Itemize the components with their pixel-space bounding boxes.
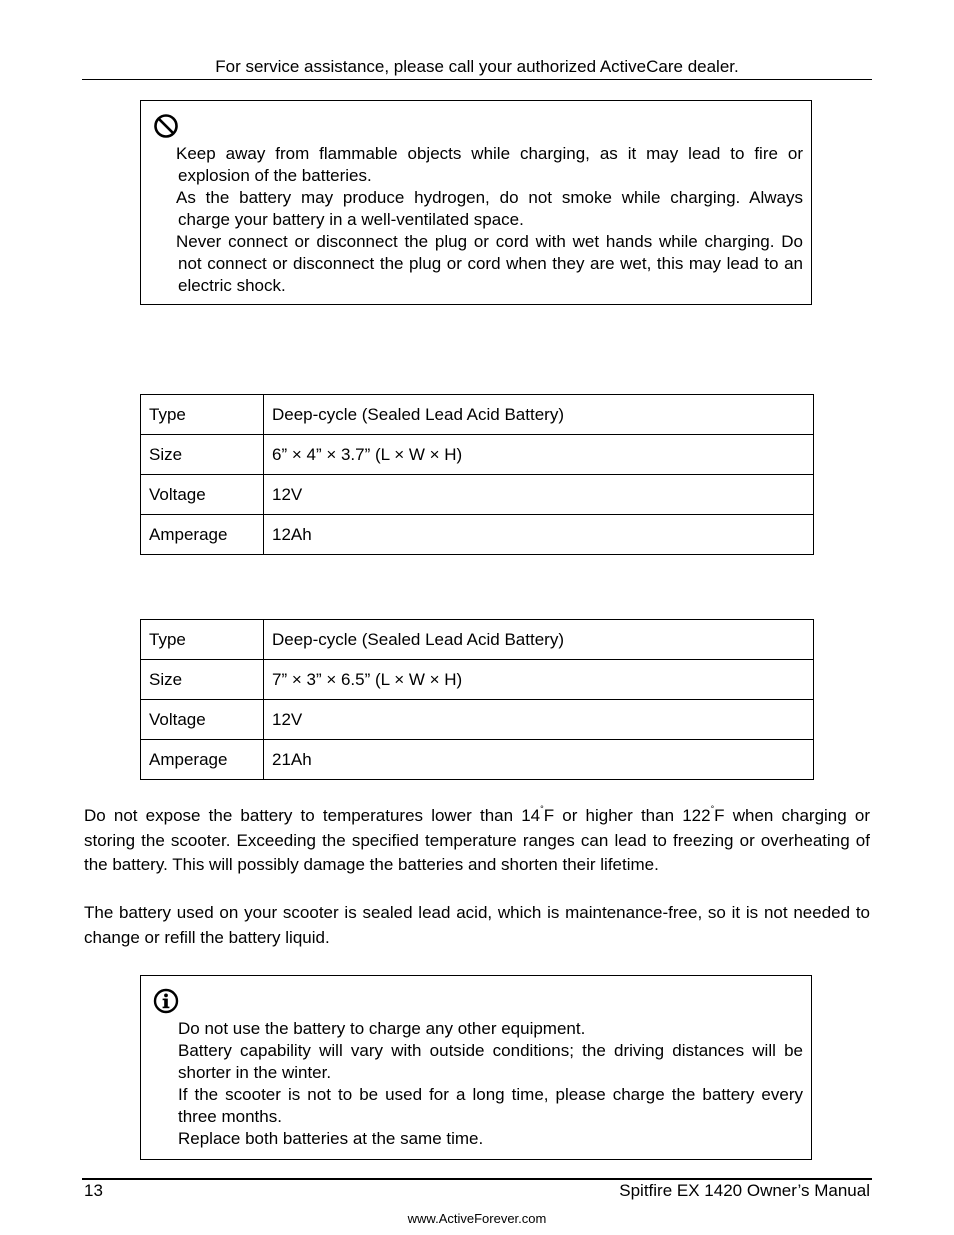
spec-label: Voltage — [141, 475, 264, 515]
spec-value: 6” × 4” × 3.7” (L × W × H) — [264, 435, 814, 475]
table-row — [141, 740, 814, 780]
spec-value: Deep-cycle (Sealed Lead Acid Battery) — [264, 620, 814, 660]
page-number: 13 — [84, 1181, 103, 1200]
spec-value: 12V — [264, 700, 814, 740]
warning-list — [177, 143, 803, 297]
prohibition-icon — [153, 113, 179, 139]
info-item: Battery capability will vary with outside conditions; the driving distances will be shorter in the winter. — [178, 1041, 803, 1082]
running-header: For service assistance, please call your authorized ActiveCare dealer. — [215, 57, 739, 76]
spec-value: 21Ah — [264, 740, 814, 780]
spec-value: Deep-cycle (Sealed Lead Acid Battery) — [264, 395, 814, 435]
spec-value: 12V — [264, 475, 814, 515]
maintenance-paragraph: The battery used on your scooter is sealed lead acid, which is maintenance-free, so it is not needed to change or refill the battery liquid. — [84, 903, 870, 947]
table-row — [141, 660, 814, 700]
warning-box — [140, 100, 812, 305]
temperature-text-3: F when charging or storing the scooter. Exceeding the specified temperature ranges can lead to freezing or overheating of the battery. This will possibly damage the batteries and shorten their lifetime. — [84, 806, 870, 874]
degree-symbol: ° — [540, 804, 544, 814]
info-list — [177, 1018, 803, 1150]
warning-item: As the battery may produce hydrogen, do not smoke while charging. Always charge your battery in a well-ventilated space. — [176, 188, 803, 229]
spec-label: Voltage — [141, 700, 264, 740]
manual-title: Spitfire EX 1420 Owner’s Manual — [619, 1181, 870, 1200]
table-row — [141, 475, 814, 515]
warning-item: Never connect or disconnect the plug or cord with wet hands while charging. Do not connect or disconnect the plug or cord when they are wet, this may lead to an electric shock. — [176, 232, 803, 295]
table-row — [141, 395, 814, 435]
info-icon — [153, 988, 179, 1014]
spec-value: 7” × 3” × 6.5” (L × W × H) — [264, 660, 814, 700]
spec-value: 12Ah — [264, 515, 814, 555]
footer-rule — [82, 1178, 872, 1180]
website-url: www.ActiveForever.com — [407, 1211, 547, 1226]
temperature-text-1: Do not expose the battery to temperatures lower than 14 — [84, 806, 541, 825]
spec-label: Amperage — [141, 515, 264, 555]
info-box — [140, 975, 812, 1160]
info-item: Do not use the battery to charge any other equipment. — [178, 1019, 586, 1038]
spec-label: Type — [141, 395, 264, 435]
temperature-text-2: F or higher than 122 — [543, 806, 711, 825]
table-row — [141, 620, 814, 660]
spec-label: Type — [141, 620, 264, 660]
spec-label: Amperage — [141, 740, 264, 780]
table-row — [141, 700, 814, 740]
info-item: Replace both batteries at the same time. — [178, 1129, 484, 1148]
degree-symbol: ° — [710, 804, 715, 814]
info-item: If the scooter is not to be used for a long time, please charge the battery every three months. — [178, 1085, 803, 1126]
table-row — [141, 515, 814, 555]
table-row — [141, 435, 814, 475]
spec-label: Size — [141, 660, 264, 700]
battery-spec-table-21ah — [140, 619, 814, 780]
temperature-paragraph — [84, 804, 870, 878]
battery-spec-table-12ah — [140, 394, 814, 555]
warning-item: Keep away from flammable objects while charging, as it may lead to fire or explosion of the batteries. — [176, 144, 803, 185]
header-rule — [82, 79, 872, 80]
spec-label: Size — [141, 435, 264, 475]
